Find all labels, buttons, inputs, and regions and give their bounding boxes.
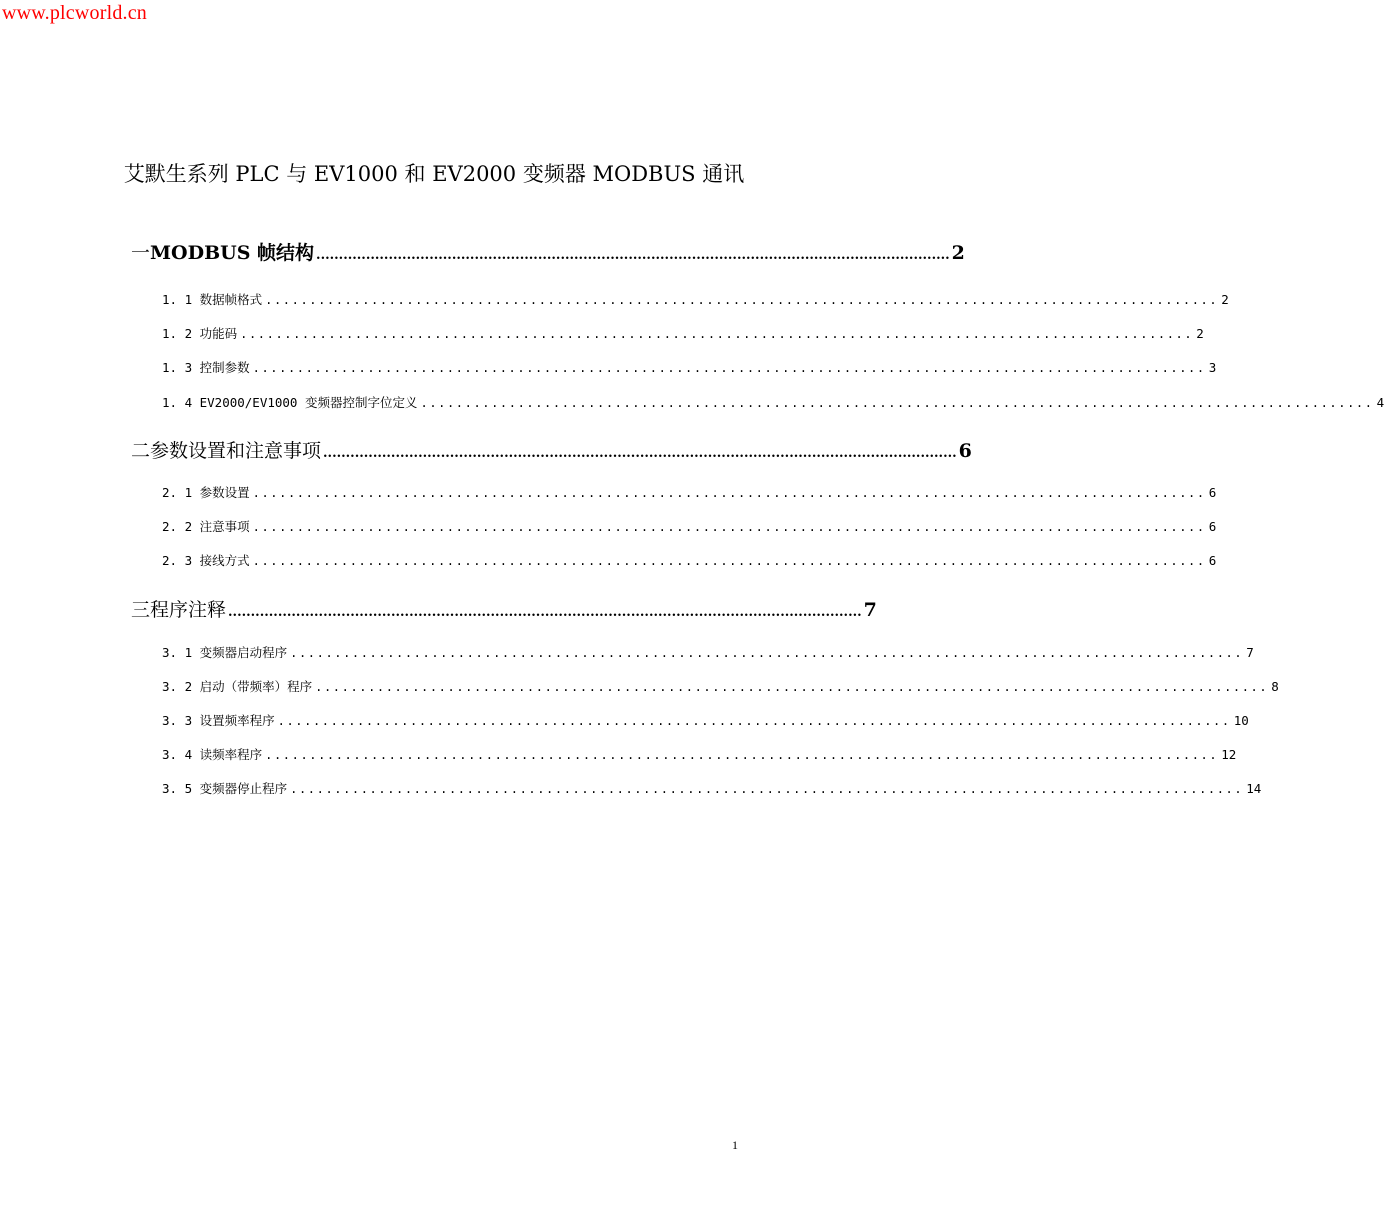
toc-page-number: 3 [1208, 360, 1217, 375]
toc-entry-3-4[interactable] [162, 745, 1237, 763]
toc-entry-title: 2. 1 参数设置 [162, 485, 250, 500]
toc-leader-dots: ............................................................................................................ [252, 520, 1206, 534]
toc-page-number: 2 [951, 242, 965, 264]
toc-section-1[interactable] [131, 238, 965, 265]
toc-entry-3-1[interactable] [162, 643, 1254, 661]
toc-entry-title: 3. 1 变频器启动程序 [162, 645, 288, 660]
toc-entry-1-2[interactable] [162, 324, 1204, 342]
page-number: 1 [732, 1138, 738, 1152]
toc-section-number: 三 [131, 599, 151, 621]
toc-entry-1-4[interactable] [162, 393, 1384, 411]
toc-leader-dots: ............................................................................................................................................ [228, 605, 862, 620]
toc-entry-3-2[interactable] [162, 677, 1279, 695]
toc-page-number: 6 [1208, 519, 1217, 534]
toc-entry-title: 3. 2 启动（带频率）程序 [162, 679, 313, 694]
toc-leader-dots: ............................................................................................................ [252, 554, 1206, 568]
toc-entry-3-3[interactable] [162, 711, 1249, 729]
toc-leader-dots: ............................................................................................................ [420, 396, 1374, 410]
toc-section-3[interactable] [131, 595, 877, 622]
toc-leader-dots: ............................................................................................................ [277, 714, 1231, 728]
toc-leader-dots: ............................................................................................................ [315, 680, 1269, 694]
toc-leader-dots: ............................................................................................................ [240, 327, 1194, 341]
toc-leader-dots: ............................................................................................................................................ [316, 248, 950, 263]
toc-section-title: 参数设置和注意事项 [150, 440, 322, 462]
toc-entry-title: 2. 2 注意事项 [162, 519, 250, 534]
toc-section-number: 二 [131, 440, 151, 462]
toc-page-number: 12 [1221, 747, 1237, 762]
toc-section-2[interactable] [131, 436, 972, 463]
toc-leader-dots: ............................................................................................................ [252, 361, 1206, 375]
toc-entry-title: 2. 3 接线方式 [162, 553, 250, 568]
toc-entry-title: 1. 4 EV2000/EV1000 变频器控制字位定义 [162, 395, 418, 410]
toc-page-number: 4 [1376, 395, 1384, 410]
toc-page-number: 8 [1271, 679, 1279, 694]
toc-leader-dots: ............................................................................................................ [252, 486, 1206, 500]
toc-entry-title: 1. 1 数据帧格式 [162, 292, 263, 307]
toc-entry-title: 3. 5 变频器停止程序 [162, 781, 288, 796]
toc-page-number: 2 [1196, 326, 1204, 341]
toc-section-number: 一 [131, 242, 151, 264]
toc-leader-dots: ............................................................................................................ [290, 782, 1244, 796]
toc-entry-title: 1. 2 功能码 [162, 326, 238, 341]
toc-entry-2-1[interactable] [162, 483, 1217, 501]
toc-page-number: 7 [1246, 645, 1254, 660]
toc-page-number: 7 [863, 599, 877, 621]
watermark-url: www.plcworld.cn [2, 2, 148, 24]
toc-page-number: 2 [1221, 292, 1229, 307]
toc-entry-title: 1. 3 控制参数 [162, 360, 250, 375]
toc-leader-dots: ............................................................................................................................................ [323, 446, 957, 461]
toc-page-number: 6 [958, 440, 972, 462]
toc-entry-1-1[interactable] [162, 290, 1229, 308]
toc-entry-3-5[interactable] [162, 779, 1262, 797]
toc-section-title: MODBUS 帧结构 [150, 242, 315, 264]
toc-page-number: 10 [1233, 713, 1249, 728]
toc-entry-title: 3. 3 设置频率程序 [162, 713, 275, 728]
toc-leader-dots: ............................................................................................................ [290, 646, 1244, 660]
document-title: 艾默生系列 PLC 与 EV1000 和 EV2000 变频器 MODBUS 通讯 [123, 162, 745, 186]
toc-section-title: 程序注释 [150, 599, 227, 621]
toc-entry-2-3[interactable] [162, 551, 1217, 569]
toc-entry-1-3[interactable] [162, 358, 1217, 376]
toc-page-number: 6 [1208, 485, 1217, 500]
toc-entry-title: 3. 4 读频率程序 [162, 747, 263, 762]
toc-page-number: 14 [1246, 781, 1262, 796]
toc-leader-dots: ............................................................................................................ [265, 293, 1219, 307]
toc-page-number: 6 [1208, 553, 1217, 568]
toc-entry-2-2[interactable] [162, 517, 1217, 535]
toc-leader-dots: ............................................................................................................ [265, 748, 1219, 762]
